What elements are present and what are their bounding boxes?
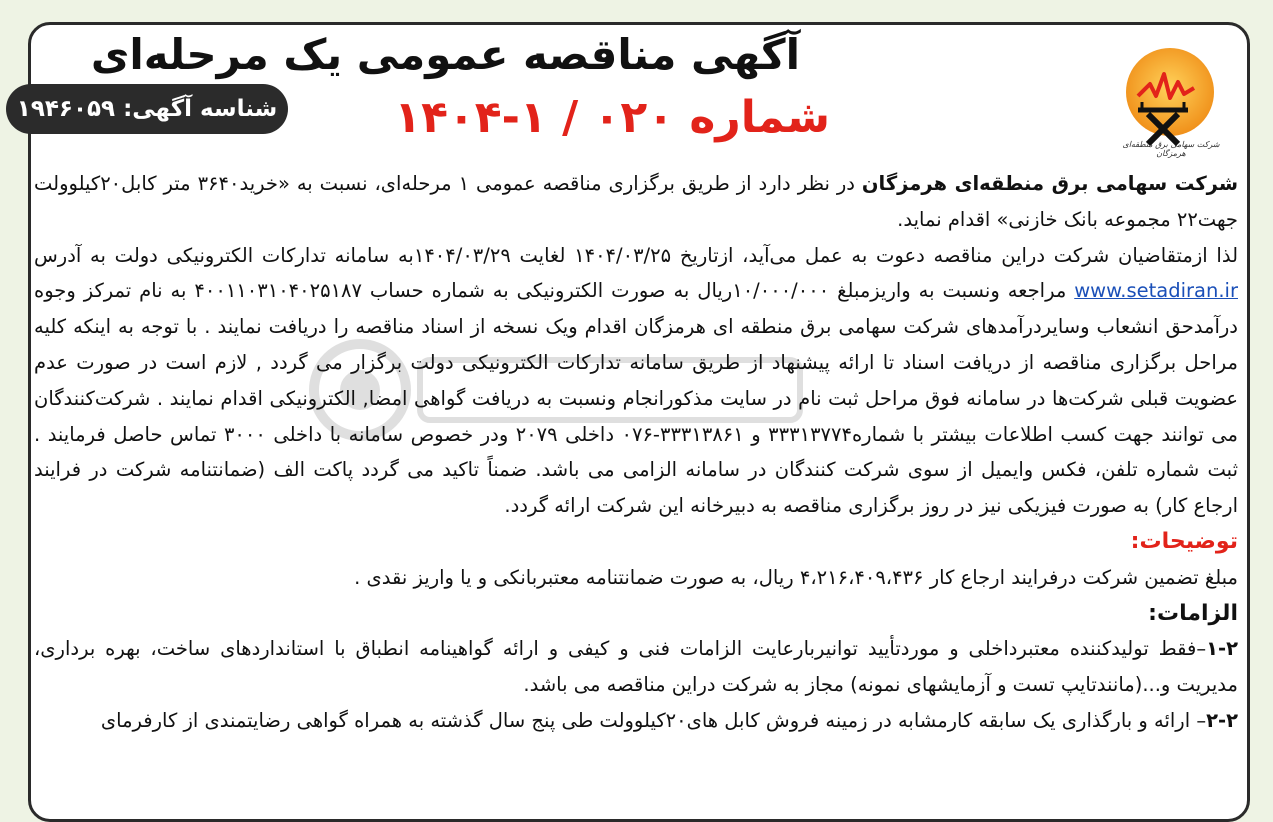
logo-caption: شرکت سهامی برق منطقه‌ای هرمزگان: [1122, 140, 1220, 158]
requirement-item: [34, 703, 1238, 739]
ad-id-badge: شناسه آگهی: ۱۹۴۶۰۵۹: [6, 84, 288, 134]
intro-text: در نظر دارد از طریق برگزاری مناقصه عمومی ۱ مرحله‌ای، نسبت به «خرید۳۶۴۰ متر کابل۲۰کیلوولت جهت۲۲ مجموعه بانک خازنی» اقدام نماید.: [34, 172, 1238, 231]
notes-heading: توضیحات:: [1130, 528, 1238, 554]
notice-body: [34, 166, 1238, 739]
details-text-start: لذا ازمتقاضیان شرکت دراین مناقصه دعوت به عمل می‌آید، ازتاریخ ۱۴۰۴/۰۳/۲۵ لغایت ۱۴۰۴/۰۳/۲۹به سامانه تدارکات الکترونیکی دولت به آدرس: [34, 243, 1239, 267]
requirements-heading: الزامات:: [1148, 600, 1238, 626]
tender-number: شماره ۰۲۰ / ۱-۱۴۰۴: [394, 92, 830, 143]
intro-paragraph: [34, 166, 1238, 238]
requirement-text: – ارائه و بارگذاری یک سابقه کارمشابه در زمینه فروش کابل های۲۰کیلوولت طی پنج سال گذشته به همراه گواهی رضایتمندی از کارفرمای: [100, 708, 1207, 732]
details-text-end: مراجعه ونسبت به واریزمبلغ ۱۰/۰۰۰/۰۰۰ریال به صورت الکترونیکی به شماره حساب ۴۰۰۱۱۰۳۱۰۴۰۲۵۱۸۷ به نام تمرکز وجوه درآمدحق انشعاب وسایردرآمدهای شرکت سهامی برق منطقه ای هرمزگان اقدام ویک نسخه از اسناد مناقصه را دریافت نمایند . با توجه به اینکه کلیه مراحل برگزاری مناقصه از دریافت اسناد تا ارائه پیشنهاد از طریق سامانه تدارکات الکترونیکی دولت برگزار می گردد , لازم است در صورت عدم عضویت قبلی شرکت‌ها در سامانه فوق مراحل ثبت نام در سایت مذکورانجام ونسبت به دریافت گواهی امضا, الکترونیکی اقدام نمایند . شرکت‌کنندگان می توانند جهت کسب اطلاعات بیشتر با شماره۳۳۳۱۳۷۷۴ و ۳۳۳۱۳۸۶۱-۰۷۶ داخلی ۲۰۷۹ ودر خصوص سامانه با داخلی ۳۰۰۰ تماس حاصل فرمایند . ثبت شماره تلفن، فکس وایمیل از سوی شرکت کنندگان در سامانه الزامی می باشد. ضمناً تاکید می گردد پاکت الف (ضمانتنامه شرکت در فرایند ارجاع کار) به صورت فیزیکی نیز در روز برگزاری مناقصه به دبیرخانه این شرکت ارائه گردد.: [34, 279, 1239, 518]
requirement-item: [34, 631, 1238, 703]
page-title: آگهی مناقصه عمومی یک مرحله‌ای: [90, 30, 800, 79]
requirement-text: –فقط تولیدکننده معتبرداخلی و موردتأیید توانیربارعایت الزامات فنی و کیفی و ارائه گواهینامه انطباق با استانداردهای ساخت، بهره برداری، مدیریت و...(مانندتایپ تست و آزمایشهای نمونه) مجاز به شرکت دراین مناقصه می باشد.: [34, 637, 1238, 697]
company-name: شرکت سهامی برق منطقه‌ای هرمزگان: [861, 172, 1238, 195]
details-paragraph: [34, 238, 1238, 524]
notes-text: مبلغ تضمین شرکت درفرایند ارجاع کار ۴،۲۱۶،۴۰۹،۴۳۶ ریال، به صورت ضمانتنامه معتبربانکی و یا واریز نقدی .: [354, 565, 1238, 589]
requirement-number: ۱-۲: [1206, 637, 1238, 661]
setadiran-link[interactable]: www.setadiran.ir: [1074, 279, 1238, 303]
requirement-number: ۲-۲: [1206, 708, 1238, 732]
